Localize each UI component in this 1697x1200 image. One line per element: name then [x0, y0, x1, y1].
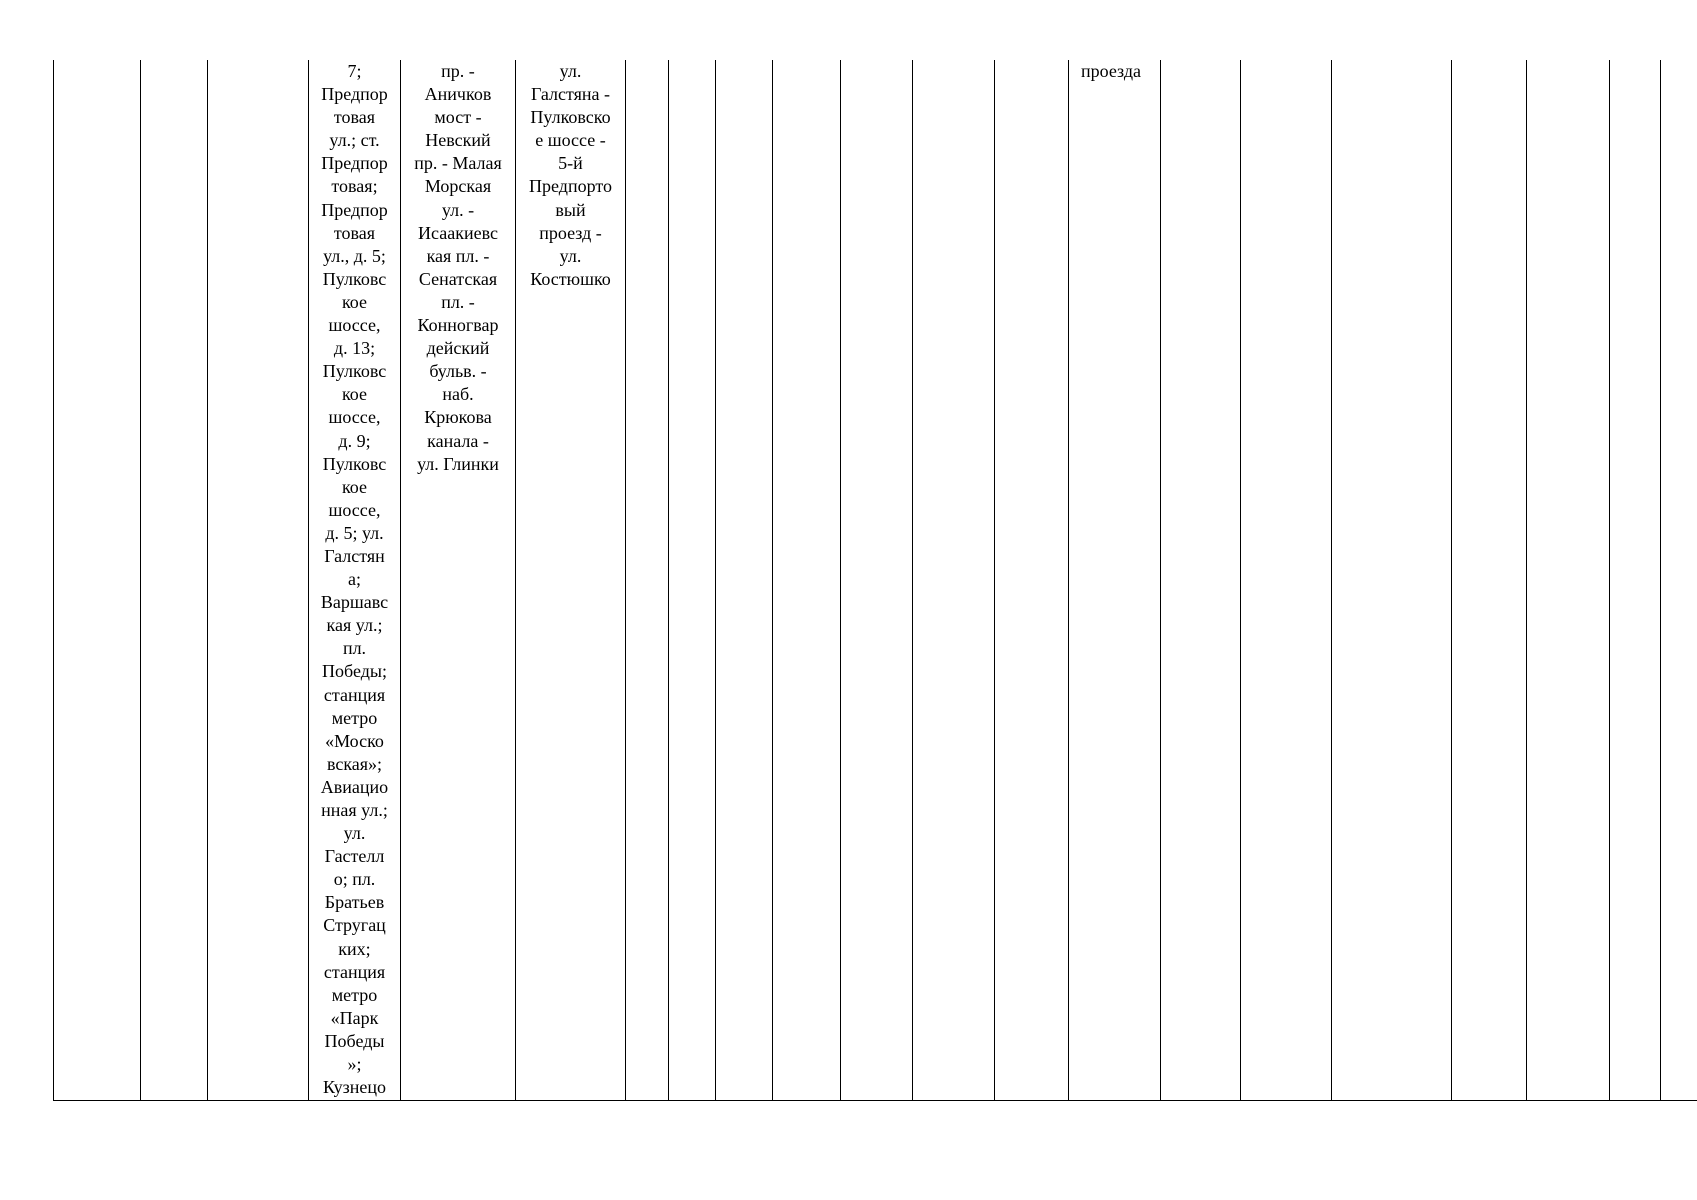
fare-type-cell: [1069, 60, 1161, 1101]
table-row: [54, 60, 1697, 1101]
table-cell: [1610, 60, 1661, 1101]
table-cell: [669, 60, 716, 1101]
table-cell: [1241, 60, 1332, 1101]
route-backward-cell: [516, 60, 626, 1101]
table-cell: [54, 60, 141, 1101]
route-backward-text: ул. Галстяна - Пулковско е шоссе - 5-й Предпорто вый проезд - ул. Костюшко: [529, 61, 612, 289]
table-cell: [141, 60, 208, 1101]
stops-cell: [309, 60, 401, 1101]
table-cell: [1161, 60, 1241, 1101]
table-cell: [1661, 60, 1697, 1101]
table-cell: [773, 60, 841, 1101]
fare-type-text: проезда: [1081, 61, 1141, 81]
route-forward-cell: [401, 60, 516, 1101]
table-cell: [716, 60, 773, 1101]
table-cell: [913, 60, 995, 1101]
table-cell: [1527, 60, 1610, 1101]
table-cell: [626, 60, 669, 1101]
document-table: [53, 60, 1697, 1101]
table-cell: [995, 60, 1069, 1101]
table-cell: [1332, 60, 1452, 1101]
stops-text: 7; Предпор товая ул.; ст. Предпор товая; Предпор товая ул., д. 5; Пулковс кое шоссе, д. 13; Пулковс кое шоссе, д. 9; Пулковс кое шоссе, д. 5; ул. Галстян а; Варшавс кая ул.; пл. Победы; станция метро «Моско вская»; Авиацио нная ул.; ул. Гастелл о; пл. Братьев Стругац ких; станция метро «Парк Победы »; Кузнецо: [320, 61, 389, 1098]
table-cell: [1452, 60, 1527, 1101]
route-forward-text: пр. - Аничков мост - Невский пр. - Малая Морская ул. - Исаакиевс кая пл. - Сенатская пл. - Конногвар дейский бульв. - наб. Крюкова канала - ул. Глинки: [414, 61, 502, 474]
table-cell: [208, 60, 309, 1101]
table-cell: [841, 60, 913, 1101]
